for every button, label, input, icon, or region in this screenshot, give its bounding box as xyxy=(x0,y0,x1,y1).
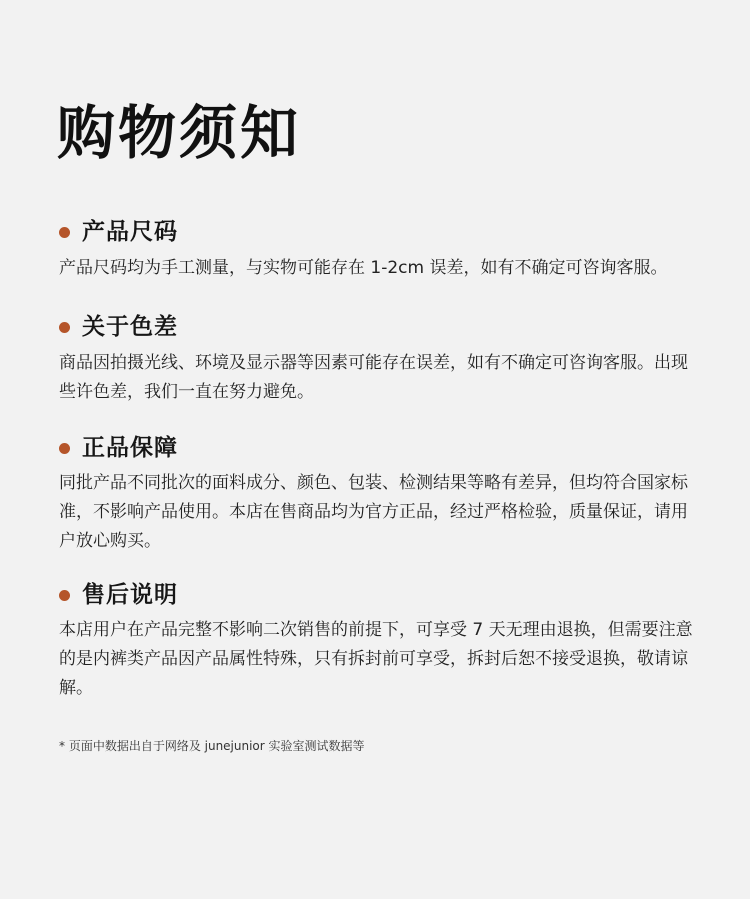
section-body-text: 产品尺码均为手工测量，与实物可能存在 1-2cm 误差，如有不确定可咨询客服。 xyxy=(59,258,668,278)
footnote: * 页面中数据出自于网络及 junejunior 实验室测试数据等 xyxy=(59,739,365,753)
bullet-dot-icon xyxy=(59,443,70,454)
bullet-dot-icon xyxy=(59,590,70,601)
section-heading-text: 正品保障 xyxy=(82,435,178,461)
section-heading-text: 关于色差 xyxy=(82,314,178,340)
page-title: 购物须知 xyxy=(57,99,302,167)
bullet-dot-icon xyxy=(59,227,70,238)
section-heading xyxy=(59,216,178,248)
section-body-text: 同批产品不同批次的面料成分、颜色、包装、检测结果等略有差异，但均符合国家标准，不影响产品使用。本店在售商品均为官方正品，经过严格检验，质量保证，请用户放心购买。 xyxy=(59,473,688,551)
section-body-text: 本店用户在产品完整不影响二次销售的前提下，可享受 7 天无理由退换，但需要注意的是内裤类产品因产品属性特殊，只有拆封前可享受，拆封后恕不接受退换，敬请谅解。 xyxy=(59,620,693,698)
bullet-dot-icon xyxy=(59,322,70,333)
section-heading-text: 售后说明 xyxy=(82,582,178,608)
section-heading xyxy=(59,311,178,343)
section-heading xyxy=(59,432,178,464)
section-heading-text: 产品尺码 xyxy=(82,219,178,245)
section-heading xyxy=(59,579,178,611)
section-body-text: 商品因拍摄光线、环境及显示器等因素可能存在误差，如有不确定可咨询客服。出现些许色差，我们一直在努力避免。 xyxy=(59,353,688,402)
